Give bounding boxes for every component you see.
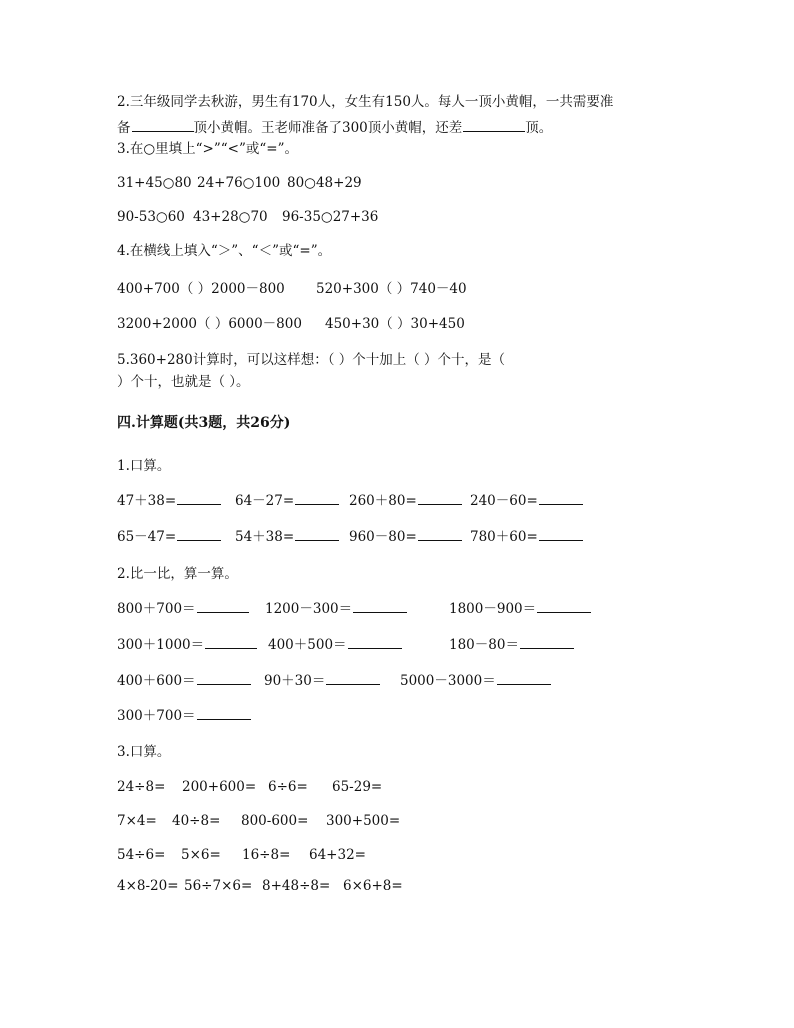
answer-blank[interactable] <box>539 528 583 541</box>
calc-item: 240－60= <box>470 492 583 510</box>
calc-item: 90＋30＝ <box>264 672 380 690</box>
section-heading: 四.计算题(共3题，共26分) <box>117 415 291 431</box>
q2-text-b: 顶小黄帽。王老师准备了300顶小黄帽，还差 <box>193 120 463 136</box>
answer-blank[interactable] <box>537 600 591 613</box>
calc3-title: 3.口算。 <box>117 744 171 760</box>
answer-blank[interactable] <box>348 636 402 649</box>
calc-item: 47＋38= <box>117 492 221 510</box>
compare-item: 400+700（ ）2000－800 <box>117 281 285 297</box>
compare-item: 31+45○80 <box>117 175 192 191</box>
calc-item: 800＋700＝ <box>117 600 249 618</box>
answer-blank[interactable] <box>497 672 551 685</box>
compare-item: 96-35○27+36 <box>282 209 379 225</box>
calc-item: 56÷7×6= <box>184 878 253 894</box>
q2-text-a: 备 <box>117 120 131 136</box>
calc-item: 6×6+8= <box>343 878 403 894</box>
compare-item: 3200+2000（ ）6000－800 <box>117 316 302 332</box>
calc-item: 54÷6= <box>117 847 166 863</box>
calc-item: 4×8-20= <box>117 878 179 894</box>
q4-title: 4.在横线上填入“＞”、“＜”或“=”。 <box>117 243 332 259</box>
compare-item: 24+76○100 <box>197 175 281 191</box>
q2-line2 <box>117 119 552 137</box>
compare-item: 450+30（ ）30+450 <box>325 316 465 332</box>
answer-blank[interactable] <box>418 492 462 505</box>
answer-blank[interactable] <box>520 636 574 649</box>
calc-item: 16÷8= <box>242 847 291 863</box>
answer-blank[interactable] <box>205 636 257 649</box>
calc-item: 800-600= <box>241 813 309 829</box>
calc-item: 300＋700＝ <box>117 707 251 725</box>
calc-item: 300+500= <box>326 813 401 829</box>
calc1-title: 1.口算。 <box>117 458 171 474</box>
calc-item: 64+32= <box>309 847 366 863</box>
calc-item: 180－80＝ <box>449 636 574 654</box>
answer-blank[interactable] <box>295 528 339 541</box>
calc-item: 200+600= <box>182 779 257 795</box>
calc-item: 64－27= <box>235 492 339 510</box>
q5-line1: 5.360+280计算时，可以这样想：（ ）个十加上（ ）个十，是（ <box>117 352 506 368</box>
q2-text-c: 顶。 <box>525 120 553 136</box>
answer-blank[interactable] <box>326 672 380 685</box>
compare-item: 80○48+29 <box>287 175 362 191</box>
answer-blank[interactable] <box>197 672 251 685</box>
calc-item: 300＋1000＝ <box>117 636 257 654</box>
q3-title: 3.在○里填上“>”“<”或“=”。 <box>117 141 299 157</box>
calc-item: 1200－300＝ <box>265 600 407 618</box>
calc-item: 5×6= <box>181 847 221 863</box>
calc-item: 54＋38= <box>235 528 339 546</box>
calc-item: 6÷6= <box>268 779 308 795</box>
answer-blank[interactable] <box>539 492 583 505</box>
calc-item: 400＋500＝ <box>268 636 402 654</box>
calc-item: 65-29= <box>332 779 383 795</box>
answer-blank[interactable] <box>353 600 407 613</box>
answer-blank[interactable] <box>177 528 221 541</box>
answer-blank[interactable] <box>418 528 462 541</box>
calc-item: 960－80= <box>349 528 462 546</box>
calc-item: 7×4= <box>117 813 157 829</box>
calc-item: 40÷8= <box>172 813 221 829</box>
q2-line1: 2.三年级同学去秋游，男生有170人，女生有150人。每人一顶小黄帽，一共需要准 <box>117 94 614 110</box>
compare-item: 43+28○70 <box>193 209 268 225</box>
answer-blank[interactable] <box>463 119 525 132</box>
q5-line2: ）个十，也就是（ ）。 <box>117 374 250 390</box>
compare-item: 90-53○60 <box>117 209 185 225</box>
calc-item: 260＋80= <box>349 492 462 510</box>
calc-item: 5000－3000＝ <box>400 672 551 690</box>
answer-blank[interactable] <box>177 492 221 505</box>
compare-item: 520+300（ ）740－40 <box>316 281 467 297</box>
answer-blank[interactable] <box>197 707 251 720</box>
calc-item: 65－47= <box>117 528 221 546</box>
answer-blank[interactable] <box>197 600 249 613</box>
calc-item: 400＋600＝ <box>117 672 251 690</box>
calc-item: 780＋60= <box>470 528 583 546</box>
calc-item: 24÷8= <box>117 779 166 795</box>
answer-blank[interactable] <box>295 492 339 505</box>
calc-item: 1800－900＝ <box>449 600 591 618</box>
answer-blank[interactable] <box>132 119 194 132</box>
calc-item: 8+48÷8= <box>262 878 331 894</box>
calc2-title: 2.比一比，算一算。 <box>117 566 238 582</box>
